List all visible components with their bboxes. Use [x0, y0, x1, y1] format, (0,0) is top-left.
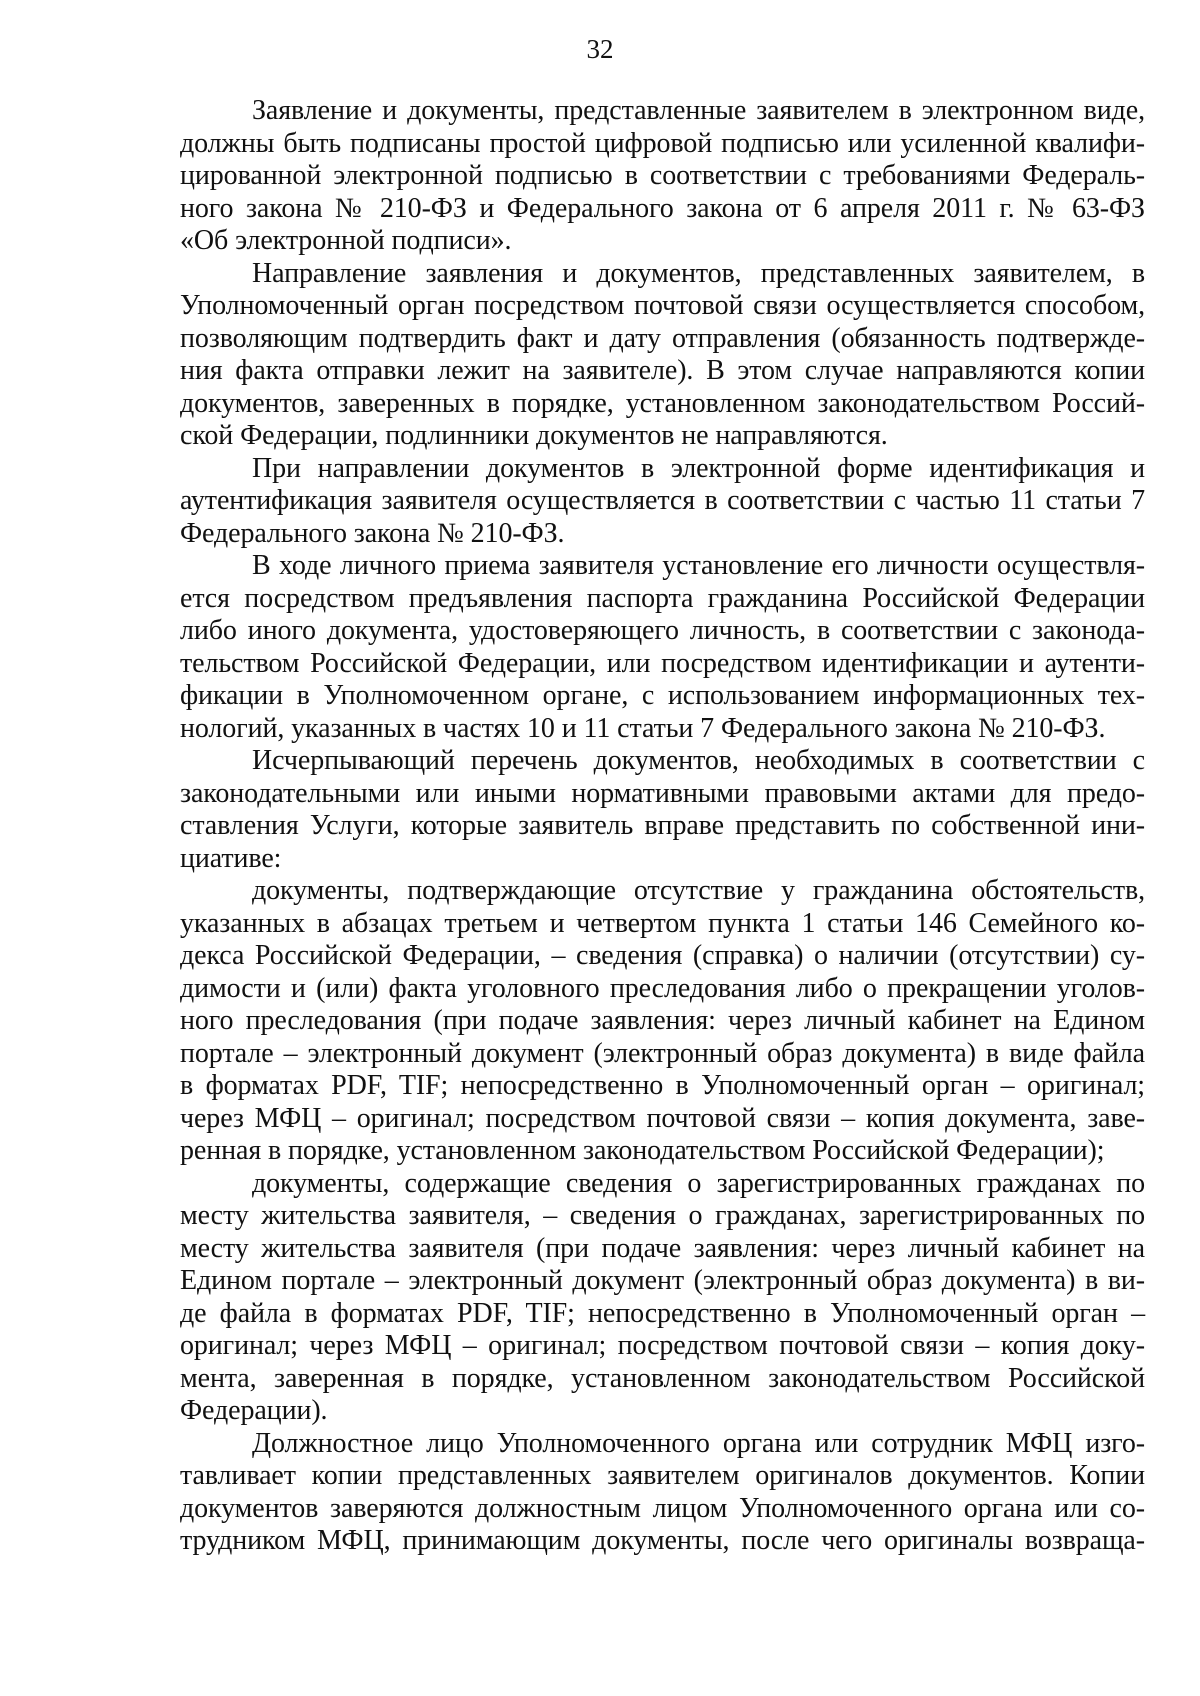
text-line: ется посредством предъявления паспорта гражданина Российской Федерации — [180, 582, 1145, 614]
text-line: тельством Российской Федерации, или посредством идентификации и аутенти- — [180, 647, 1145, 679]
text-line: тавливает копии представленных заявителем оригиналов документов. Копии — [180, 1460, 1145, 1491]
text-line: должны быть подписаны простой цифровой подписью или усиленной квалифи- — [180, 127, 1145, 159]
document-body — [180, 95, 1145, 1558]
text-line: трудником МФЦ, принимающим документы, после чего оригиналы возвраща- — [180, 1525, 1145, 1556]
text-line: Едином портале – электронный документ (электронный образ документа) в ви- — [180, 1265, 1145, 1296]
text-line: либо иного документа, удостоверяющего личность, в соответствии с законода- — [180, 615, 1145, 646]
text-line: портале – электронный документ (электронный образ документа) в виде файла — [180, 1037, 1145, 1069]
text-line: В ходе личного приема заявителя установление его личности осуществля- — [252, 550, 1145, 581]
text-line: законодательными или иными нормативными правовыми актами для предо- — [180, 777, 1145, 809]
text-line: «Об электронной подписи». — [180, 225, 512, 256]
text-line: Заявление и документы, представленные заявителем в электронном виде, — [252, 95, 1145, 126]
text-line: Исчерпывающий перечень документов, необходимых в соответствии с — [252, 745, 1145, 776]
text-line: фикации в Уполномоченном органе, с использованием информационных тех- — [180, 680, 1145, 711]
text-line: месту жительства заявителя (при подаче заявления: через личный кабинет на — [180, 1232, 1145, 1264]
text-line: При направлении документов в электронной форме идентификация и — [252, 452, 1145, 484]
page-number: 32 — [586, 34, 614, 64]
text-line: ставления Услуги, которые заявитель вправе представить по собственной ини- — [180, 810, 1145, 841]
text-line: нологий, указанных в частях 10 и 11 статьи 7 Федерального закона № 210-ФЗ. — [180, 712, 1106, 744]
text-line: ренная в порядке, установленном законодательством Российской Федерации); — [180, 1135, 1105, 1166]
text-line: де файла в форматах PDF, TIF; непосредственно в Уполномоченный орган – — [180, 1297, 1145, 1329]
text-line: указанных в абзацах третьем и четвертом пункта 1 статьи 146 Семейного ко- — [180, 907, 1145, 939]
text-line: Направление заявления и документов, представленных заявителем, в — [252, 257, 1145, 289]
text-line: ния факта отправки лежит на заявителе). В этом случае направляются копии — [180, 355, 1145, 386]
paragraph — [180, 258, 1145, 453]
text-line: Федерации). — [180, 1395, 328, 1426]
text-line: документы, подтверждающие отсутствие у гражданина обстоятельств, — [252, 875, 1145, 906]
paragraph — [180, 1168, 1145, 1428]
text-line: документов, заверенных в порядке, установленном законодательством Россий- — [180, 387, 1145, 419]
paragraph — [180, 1428, 1145, 1558]
text-line: ного преследования (при подаче заявления: через личный кабинет на Едином — [180, 1005, 1145, 1036]
text-line: через МФЦ – оригинал; посредством почтовой связи – копия документа, заве- — [180, 1102, 1145, 1134]
text-line: позволяющим подтвердить факт и дату отправления (обязанность подтвержде- — [180, 322, 1145, 354]
paragraph — [180, 95, 1145, 258]
text-line: мента, заверенная в порядке, установленном законодательством Российской — [180, 1362, 1145, 1394]
text-line: месту жительства заявителя, – сведения о гражданах, зарегистрированных по — [180, 1200, 1145, 1231]
text-line: циативе: — [180, 842, 282, 874]
text-line: Должностное лицо Уполномоченного органа или сотрудник МФЦ изго- — [252, 1427, 1145, 1459]
text-line: документов заверяются должностным лицом Уполномоченного органа или со- — [180, 1492, 1145, 1524]
text-line: оригинал; через МФЦ – оригинал; посредством почтовой связи – копия доку- — [180, 1330, 1145, 1361]
text-line: цированной электронной подписью в соответствии с требованиями Федераль- — [180, 160, 1145, 191]
text-line: димости и (или) факта уголовного преследования либо о прекращении уголов- — [180, 972, 1145, 1004]
text-line: ного закона № 210-ФЗ и Федерального закона от 6 апреля 2011 г. № 63-ФЗ — [180, 192, 1145, 224]
text-line: Уполномоченный орган посредством почтовой связи осуществляется способом, — [180, 290, 1145, 321]
text-line: Федерального закона № 210-ФЗ. — [180, 517, 565, 549]
text-line: в форматах PDF, TIF; непосредственно в Уполномоченный орган – оригинал; — [180, 1070, 1145, 1101]
text-line: ской Федерации, подлинники документов не направляются. — [180, 420, 888, 451]
paragraph — [180, 745, 1145, 875]
text-line: документы, содержащие сведения о зарегистрированных гражданах по — [252, 1167, 1145, 1199]
paragraph — [180, 550, 1145, 745]
text-line: декса Российской Федерации, – сведения (справка) о наличии (отсутствии) су- — [180, 940, 1145, 971]
paragraph — [180, 875, 1145, 1168]
text-line: аутентификация заявителя осуществляется в соответствии с частью 11 статьи 7 — [180, 485, 1145, 516]
paragraph — [180, 453, 1145, 551]
